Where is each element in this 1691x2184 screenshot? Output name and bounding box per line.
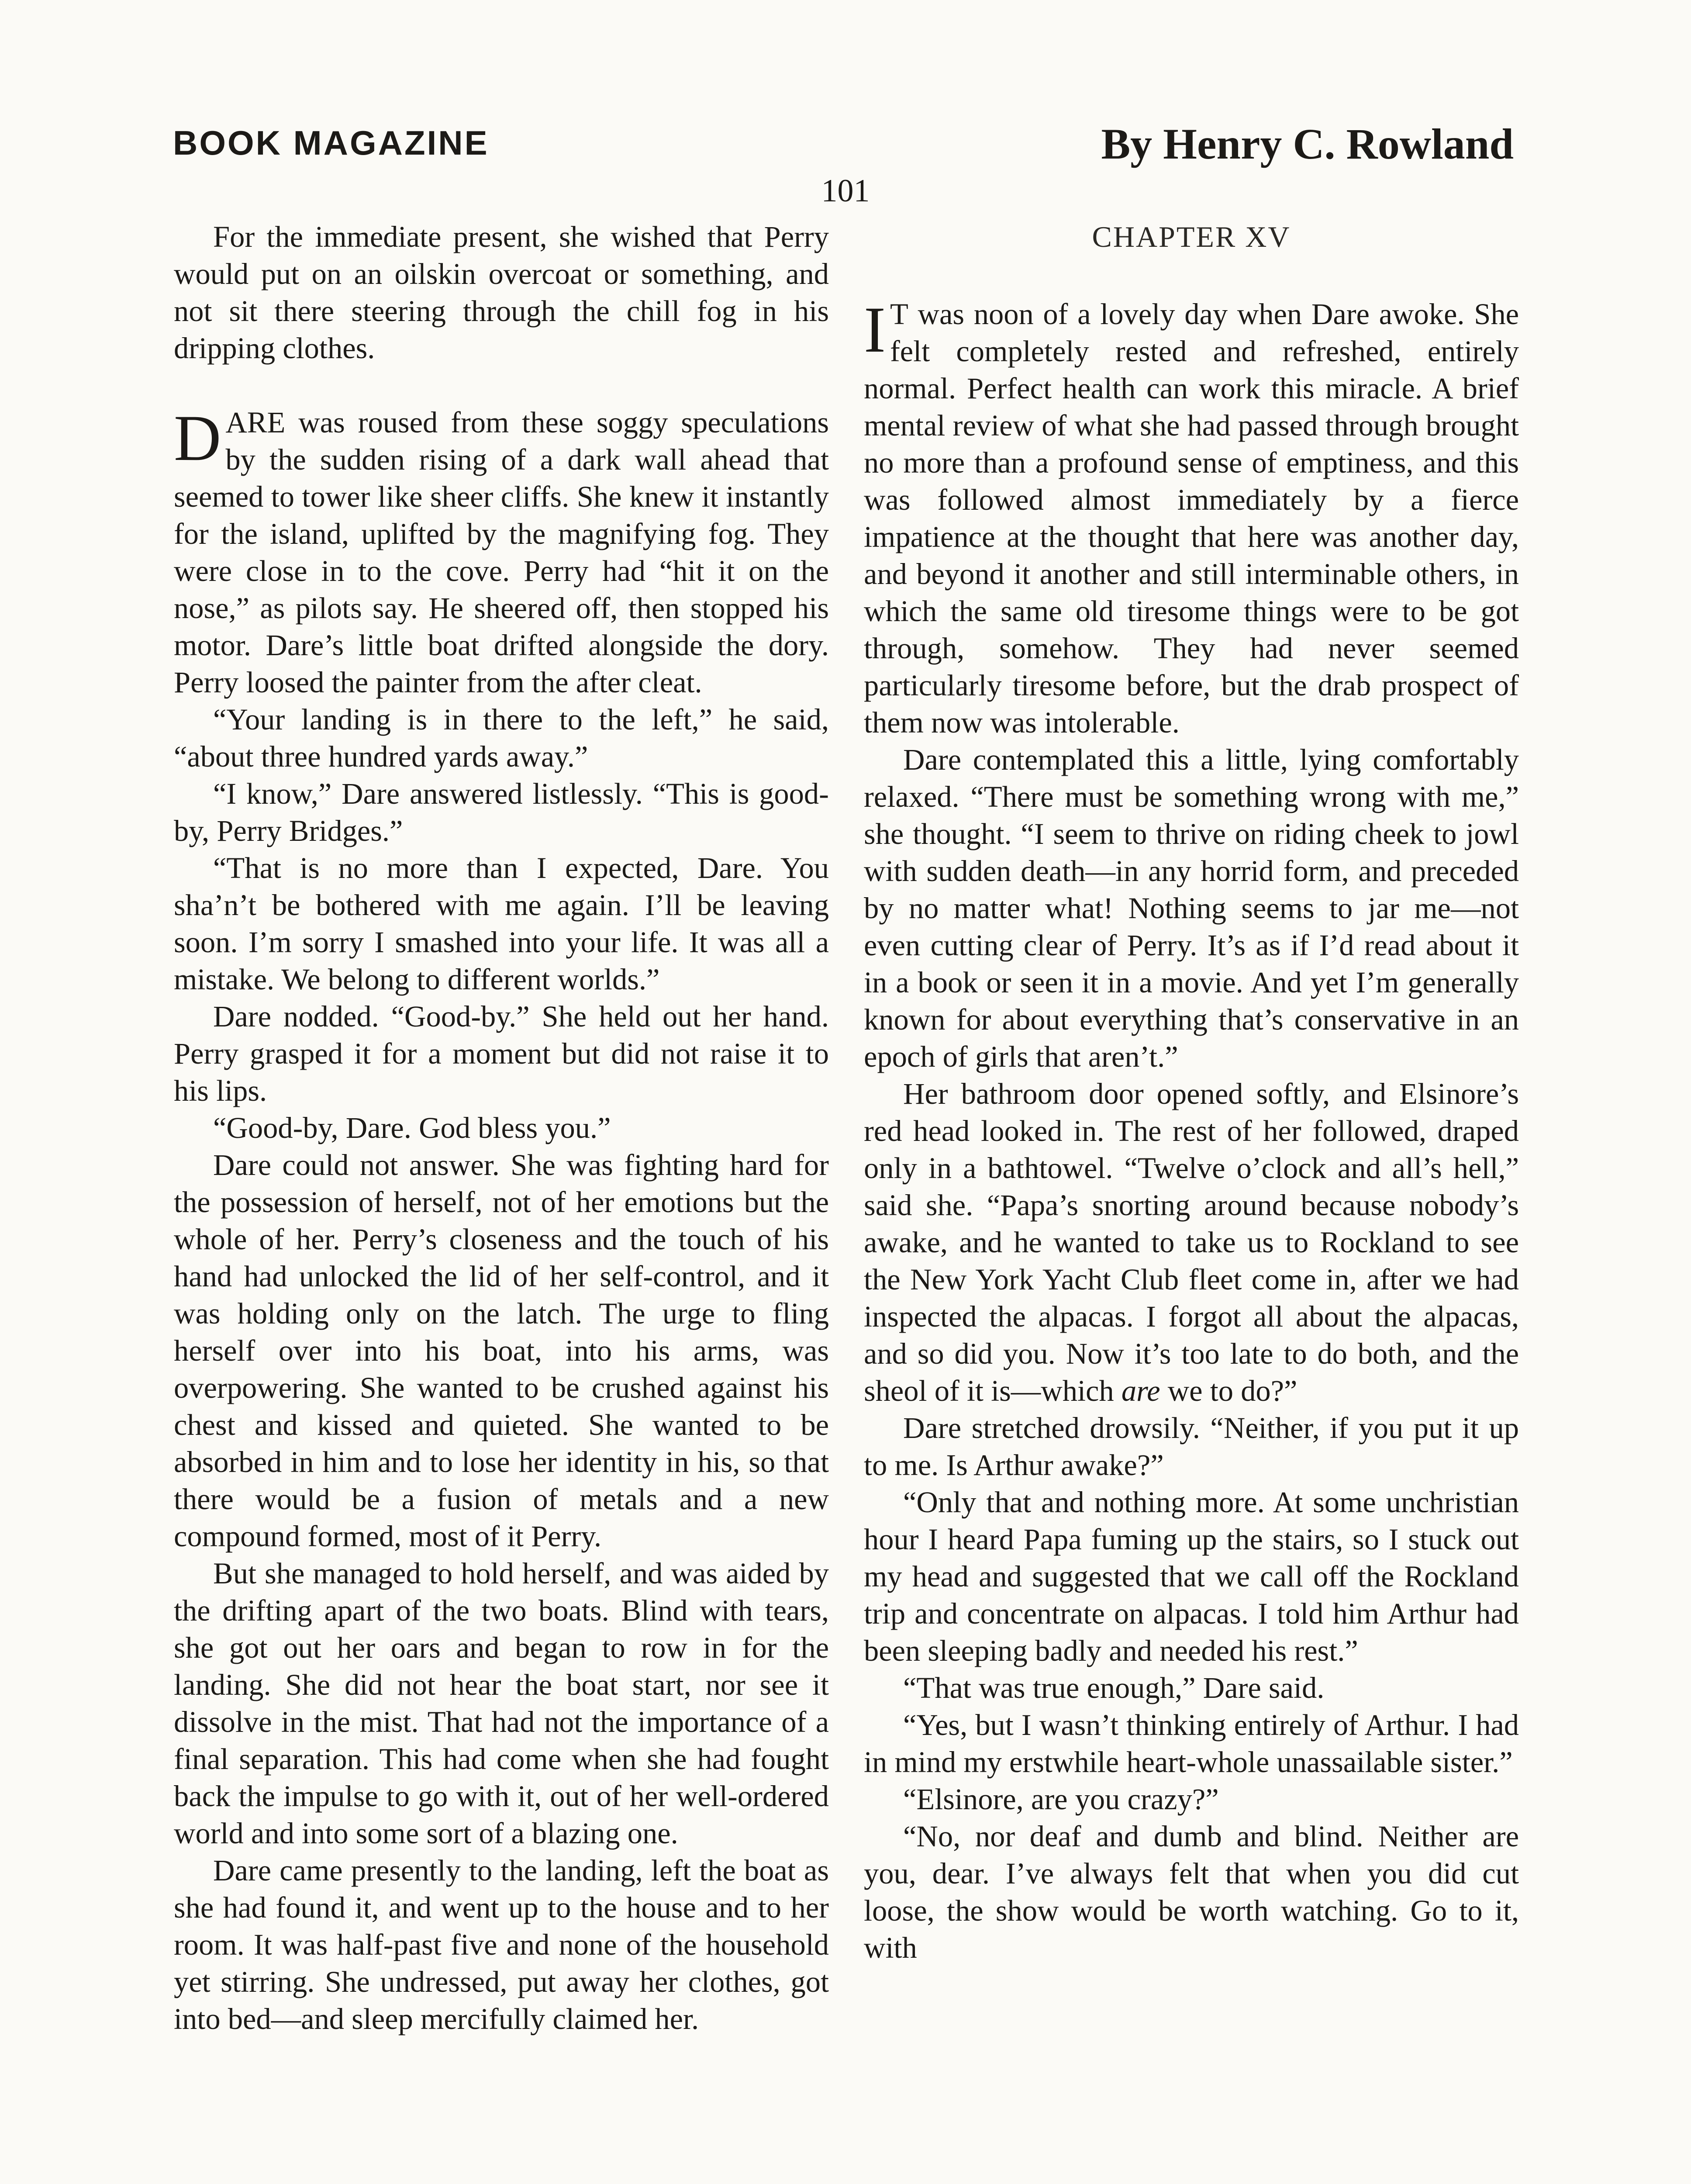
paragraph: “No, nor deaf and dumb and blind. Neither are you, dear. I’ve always felt that when you did cut loose, the show would be worth watching. Go to it, with: [864, 1820, 1519, 1964]
paragraph: “Yes, but I wasn’t thinking entirely of Arthur. I had in mind my erstwhile heart-whole unassailable sister.”: [864, 1708, 1519, 1779]
paragraph: “I know,” Dare answered listlessly. “This is good-by, Perry Bridges.”: [174, 777, 829, 847]
paragraph: “Only that and nothing more. At some unchristian hour I heard Papa fuming up the stairs, so I stuck out my head and suggested that we call off the Rockland trip and concentrate on alpacas. I told him Arthur had been sleeping badly and needed his rest.”: [864, 1486, 1519, 1667]
paragraph: Dare could not answer. She was fighting hard for the possession of herself, not of her emotions but the whole of her. Perry’s closeness and the touch of his hand had unlocked the lid of her self-control, and it was holding only on the latch. The urge to fling herself over into his boat, into his arms, was overpowering. She wanted to be crushed against his chest and kissed and quieted. She wanted to be absorbed in him and to lose her identity in his, so that there would be a fusion of metals and a new compound formed, most of it Perry.: [174, 1148, 829, 1553]
right-column: [864, 218, 1519, 1966]
paragraph-text: we to do?”: [1160, 1374, 1298, 1407]
paragraph: For the immediate present, she wished that Perry would put on an oilskin overcoat or something, and not sit there steering through the chill fog in his dripping clothes.: [174, 220, 829, 365]
paragraph: [864, 1075, 1519, 1410]
paragraph: “Your landing is in there to the left,” he said, “about three hundred yards away.”: [174, 703, 829, 773]
small-caps-lead: T: [890, 297, 908, 331]
paragraph-with-drop-cap: [174, 404, 829, 701]
paragraph-text: Her bathroom door opened softly, and Elsinore’s red head looked in. The rest of her followed, draped only in a bathtowel. “Twelve o’clock and all’s hell,” said she. “Papa’s snorting around because nobody’s awake, and he wanted to take us to Rockland to see the New York Yacht Club fleet come in, after we had inspected the alpacas. I forgot all about the alpacas, and so did you. Now it’s too late to do both, and the sheol of it is—which: [864, 1077, 1519, 1407]
paragraph-text: was roused from these soggy speculations by the sudden rising of a dark wall ahead that seemed to tower like sheer cliffs. She knew it instantly for the island, uplifted by the magnifying fog. They were close in to the cove. Perry had “hit it on the nose,” as pilots say. He sheered off, then stopped his motor. Dare’s little boat drifted alongside the dory. Perry loosed the painter from the after cleat.: [174, 406, 829, 699]
paragraph: But she managed to hold herself, and was aided by the drifting apart of the two boats. Blind with tears, she got out her oars and began to row in for the landing. She did not hear the boat start, nor see it dissolve in the mist. That had not the importance of a final separation. This had come when she had fought back the impulse to go with it, out of her well-ordered world and into some sort of a blazing one.: [174, 1557, 829, 1850]
paragraph: Dare came presently to the landing, left the boat as she had found it, and went up to the house and to her room. It was half-past five and none of the household yet stirring. She undressed, put away her clothes, got into bed—and sleep mercifully claimed her.: [174, 1854, 829, 2035]
paragraph: Dare contemplated this a little, lying comfortably relaxed. “There must be something wrong with me,” she thought. “I seem to thrive on riding cheek to jowl with sudden death—in any horrid form, and preceded by no matter what! Nothing seems to jar me—not even cutting clear of Perry. It’s as if I’d read about it in a book or seen it in a movie. And yet I’m generally known for about everything that’s conservative in an epoch of girls that aren’t.”: [864, 743, 1519, 1073]
left-column: [174, 218, 829, 2038]
drop-cap: D: [174, 402, 221, 474]
paragraph: “That was true enough,” Dare said.: [903, 1671, 1325, 1704]
paragraph-text: was noon of a lovely day when Dare awoke. She felt completely rested and refreshed, entirely normal. Perfect health can work this miracle. A brief mental review of what she had passed through brought no more than a profound sense of emptiness, and this was followed almost immediately by a fierce impatience at the thought that here was another day, and beyond it another and still interminable others, in which the same old tiresome things were to be got through, somehow. They had never seemed particularly tiresome before, but the drab prospect of them now was intolerable.: [864, 297, 1519, 739]
paragraph: Dare nodded. “Good-by.” She held out her hand. Perry grasped it for a moment but did not raise it to his lips.: [174, 1000, 829, 1107]
emphasis: are: [1121, 1374, 1160, 1407]
small-caps-lead: ARE: [225, 406, 286, 439]
paragraph: Dare stretched drowsily. “Neither, if you put it up to me. Is Arthur awake?”: [864, 1411, 1519, 1482]
running-head-magazine-title: BOOK MAGAZINE: [173, 124, 489, 162]
running-head-author: By Henry C. Rowland: [1101, 120, 1514, 168]
page-number: 101: [821, 173, 870, 209]
paragraph: “That is no more than I expected, Dare. You sha’n’t be bothered with me again. I’ll be leaving soon. I’m sorry I smashed into your life. It was all a mistake. We belong to different worlds.”: [174, 851, 829, 996]
paragraph-with-drop-cap: [864, 296, 1519, 741]
chapter-heading: CHAPTER XV: [1092, 220, 1291, 253]
drop-cap: I: [864, 294, 886, 366]
paragraph: “Elsinore, are you crazy?”: [903, 1783, 1219, 1816]
paragraph: “Good-by, Dare. God bless you.”: [213, 1111, 611, 1144]
